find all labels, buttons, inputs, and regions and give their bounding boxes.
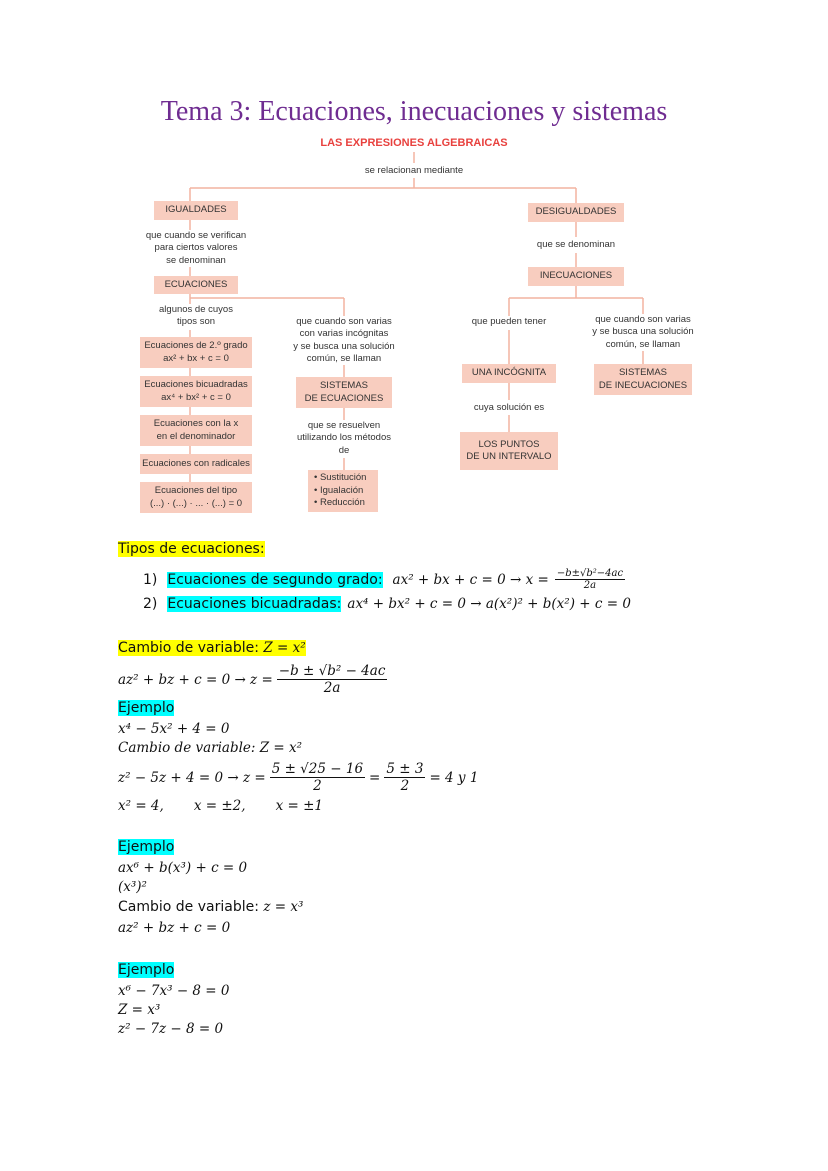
eq-type-radicales: Ecuaciones con radicales xyxy=(140,454,252,474)
ejemplo-1-fraction-2 xyxy=(384,761,425,794)
tipo-item-1-fraction xyxy=(555,568,625,591)
fraction-numerator: −b±√b²−4ac xyxy=(556,568,624,579)
fraction-denominator: 2 xyxy=(313,778,322,794)
ejemplo-2-line-2: (x³)² xyxy=(118,879,147,895)
cambio-label: Cambio de variable: xyxy=(118,640,259,656)
tipos-desc: algunos de cuyos tipos son xyxy=(140,304,252,329)
ejemplo-1-section xyxy=(118,700,174,716)
ejemplo-1-result: = 4 y 1 xyxy=(429,769,479,786)
ejemplo-1-equation: z² − 5z + 4 = 0 → z = xyxy=(118,769,266,786)
tipo-item-1-label: Ecuaciones de segundo grado: xyxy=(167,571,383,588)
ejemplo-1-fraction-1 xyxy=(270,761,365,794)
ejemplo-3-line-1: x⁶ − 7x³ − 8 = 0 xyxy=(118,983,230,999)
eq-type-bicuadradas: Ecuaciones bicuadradas ax⁴ + bx² + c = 0 xyxy=(140,376,252,407)
tipo-item-1 xyxy=(143,568,625,591)
fraction-denominator: 2 xyxy=(400,778,410,794)
eq-type-producto: Ecuaciones del tipo (...) · (...) · ... · (...) = 0 xyxy=(140,482,252,513)
ejemplo-2-line-4: az² + bz + c = 0 xyxy=(118,920,231,936)
cambio-var: Z = x² xyxy=(263,640,306,656)
ejemplo-2-cambio-var: z = x³ xyxy=(263,899,304,915)
fraction-denominator: 2a xyxy=(583,580,597,591)
igualdades-box: IGUALDADES xyxy=(154,201,238,220)
desigualdades-desc: que se denominan xyxy=(516,239,636,251)
cambio-fraction xyxy=(277,663,388,696)
map-relate-label: se relacionan mediante xyxy=(334,165,494,177)
ejemplo-2-cambio-label: Cambio de variable: xyxy=(118,899,259,915)
inecuaciones-box: INECUACIONES xyxy=(528,267,624,286)
map-heading: LAS EXPRESIONES ALGEBRAICAS xyxy=(320,137,508,149)
tipos-section xyxy=(118,541,265,557)
ejemplo-2-line-3 xyxy=(118,899,303,915)
cambio-formula xyxy=(118,663,387,696)
tipos-heading: Tipos de ecuaciones: xyxy=(118,541,265,557)
fraction-denominator: 2a xyxy=(323,680,341,696)
una-incognita-box: UNA INCÓGNITA xyxy=(462,364,556,383)
tipo-item-2 xyxy=(143,596,631,612)
ejemplo-3-line-3: z² − 7z − 8 = 0 xyxy=(118,1021,224,1037)
desigualdades-box: DESIGUALDADES xyxy=(528,203,624,222)
tipo-item-1-number: 1) xyxy=(143,571,158,588)
cambio-equation: az² + bz + c = 0 → z = xyxy=(118,671,273,688)
fraction-numerator: 5 ± √25 − 16 xyxy=(271,761,364,777)
ejemplo-1-label: Ejemplo xyxy=(118,700,175,716)
sistemas-desc: que cuando son varias con varias incógnitas y se busca una solución común, se llaman xyxy=(284,316,404,365)
fraction-numerator: 5 ± 3 xyxy=(386,761,424,777)
ejemplo-1-line-1: x⁴ − 5x² + 4 = 0 xyxy=(118,721,230,737)
ejemplo-3-label: Ejemplo xyxy=(118,962,175,978)
fraction-numerator: −b ± √b² − 4ac xyxy=(278,663,386,679)
cambio-heading xyxy=(118,640,306,656)
eq-type-2grado: Ecuaciones de 2.º grado ax² + bx + c = 0 xyxy=(140,337,252,368)
ejemplo-1-line-4: x² = 4, x = ±2, x = ±1 xyxy=(118,798,323,814)
tipo-item-2-number: 2) xyxy=(143,596,158,612)
ejemplo-3-section xyxy=(118,962,174,978)
metodos-desc: que se resuelven utilizando los métodos de xyxy=(284,420,404,457)
pueden-desc: que pueden tener xyxy=(459,316,559,328)
ecuaciones-box: ECUACIONES xyxy=(154,276,238,294)
tipo-item-1-equation: ax² + bx + c = 0 → x = xyxy=(392,571,549,588)
page-title: Tema 3: Ecuaciones, inecuaciones y sistemas xyxy=(160,96,668,127)
ejemplo-2-section xyxy=(118,839,174,855)
connector-lines xyxy=(0,0,828,530)
ejemplo-3-line-2: Z = x³ xyxy=(118,1002,161,1018)
sistemas-ecuaciones-box: SISTEMAS DE ECUACIONES xyxy=(296,377,392,408)
intervalo-box: LOS PUNTOS DE UN INTERVALO xyxy=(460,432,558,470)
metodos-box: • Sustitución • Igualación • Reducción xyxy=(308,470,378,512)
tipo-item-2-equation: ax⁴ + bx² + c = 0 → a(x²)² + b(x²) + c = 0 xyxy=(347,596,631,612)
cuya-desc: cuya solución es xyxy=(459,402,559,414)
ejemplo-1-equals: = xyxy=(369,769,381,786)
ejemplo-1-line-3 xyxy=(118,761,478,794)
sist-inec-desc: que cuando son varias y se busca una solución común, se llaman xyxy=(583,314,703,351)
ejemplo-2-line-1: ax⁶ + b(x³) + c = 0 xyxy=(118,860,248,876)
eq-type-denominador: Ecuaciones con la x en el denominador xyxy=(140,415,252,446)
concept-map xyxy=(0,0,828,530)
sistemas-inecuaciones-box: SISTEMAS DE INECUACIONES xyxy=(594,364,692,395)
tipo-item-2-label: Ecuaciones bicuadradas: xyxy=(167,596,342,612)
ejemplo-1-line-2: Cambio de variable: Z = x² xyxy=(118,740,303,756)
igualdades-desc: que cuando se verifican para ciertos valores se denominan xyxy=(128,230,264,267)
ejemplo-2-label: Ejemplo xyxy=(118,839,175,855)
